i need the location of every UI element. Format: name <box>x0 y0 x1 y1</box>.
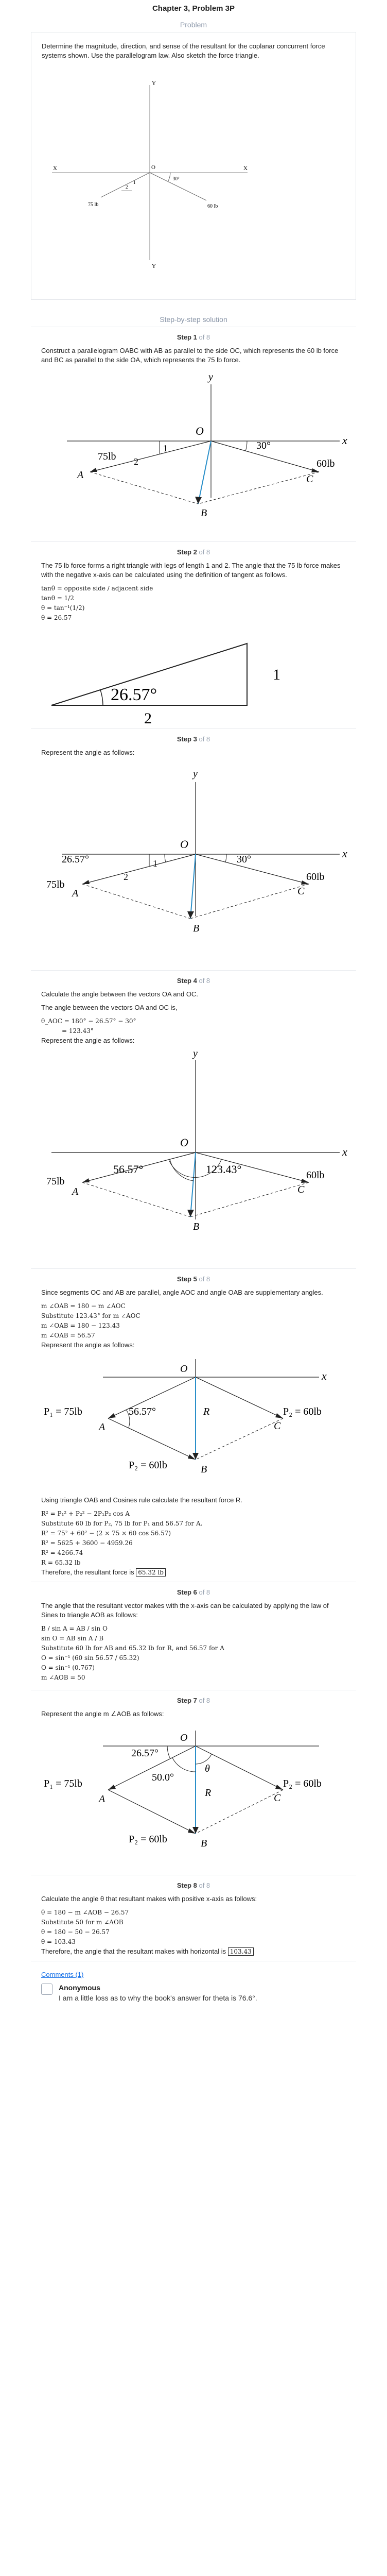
step-5-text2: Represent the angle as follows: <box>41 1341 135 1349</box>
s5-r: R <box>203 1406 210 1417</box>
step-6-eq2: sin O = AB sin A / B <box>41 1635 104 1642</box>
s4-ang2: 123.43° <box>206 1163 242 1176</box>
step-5 <box>31 1275 356 1578</box>
step-6-text: The angle that the resultant vector makes with the x-axis can be calculated by applying the law of Sines to triangle AOB as follows: <box>41 1602 329 1619</box>
s1-b: B <box>201 507 207 519</box>
step-2-title: Step 2 <box>177 548 197 556</box>
fig-force-75: 75 lb <box>88 202 99 208</box>
s7-p1: P₁ = 75lb <box>44 1778 82 1789</box>
s4-f1: 75lb <box>46 1176 65 1187</box>
step-5-eq6: Substitute 60 lb for P₂, 75 lb for P₁ and 56.57 for A. <box>41 1520 203 1527</box>
s3-f2: 60lb <box>306 871 325 883</box>
s7-b: B <box>201 1838 207 1849</box>
step-2-of: of 8 <box>199 548 210 556</box>
s7-o: O <box>180 1732 188 1743</box>
step-5-of: of 8 <box>199 1275 210 1283</box>
s4-o: O <box>180 1136 188 1149</box>
fig-y: Y <box>152 80 156 87</box>
step-8 <box>31 1882 356 1957</box>
step-5-eq1: m ∠OAB = 180 − m ∠AOC <box>41 1302 126 1310</box>
problem-card <box>31 32 356 300</box>
s4-f2: 60lb <box>306 1170 325 1181</box>
comment-text: I am a little loss as to why the book's answer for theta is 76.6°. <box>59 1994 257 2002</box>
step-2-eq3: θ = tan⁻¹(1/2) <box>41 604 85 612</box>
step-7-title: Step 7 <box>177 1697 197 1704</box>
problem-text: Determine the magnitude, direction, and sense of the resultant for the coplanar concurrent force systems shown. Use the parallelogram law. Also sketch the force triangle. <box>42 42 325 59</box>
step-5-eq7: R² = 75² + 60² − (2 × 75 × 60 cos 56.57) <box>41 1530 171 1537</box>
s5-p2b: P₂ = 60lb <box>129 1460 167 1471</box>
s5-p1: P₁ = 75lb <box>44 1406 82 1417</box>
step-5-eq2: Substitute 123.43° for m ∠AOC <box>41 1312 140 1319</box>
s3-ang2: 30° <box>237 854 251 865</box>
s4-b: B <box>193 1221 200 1232</box>
step-6-of: of 8 <box>199 1588 210 1596</box>
s3-c: C <box>297 886 305 897</box>
comment-author: Anonymous <box>59 1984 100 1992</box>
step-6-eq4: O = sin⁻¹ (60 sin 56.57 / 65.32) <box>41 1654 139 1662</box>
step-7-of: of 8 <box>199 1697 210 1704</box>
s2-angle: 26.57° <box>111 685 157 704</box>
step-8-eq1: θ = 180 − m ∠AOB − 26.57 <box>41 1909 129 1916</box>
solution-label: Step-by-step solution <box>160 315 227 324</box>
step-8-eq4: θ = 103.43 <box>41 1938 76 1945</box>
step-8-result-prefix: Therefore, the angle that the resultant makes with horizontal is <box>41 1947 226 1955</box>
step-6-eq5: O = sin⁻¹ (0.767) <box>41 1664 95 1671</box>
s3-y: y <box>193 768 198 779</box>
step-3-figure <box>41 761 356 968</box>
s3-b: B <box>193 923 200 934</box>
step-1-of: of 8 <box>199 333 210 341</box>
s4-a: A <box>72 1186 79 1197</box>
fig-x-left: X <box>53 165 57 172</box>
step-5-eq5: R² = P₁² + P₂² − 2P₁P₂ cos A <box>41 1510 130 1517</box>
step-7-text: Represent the angle m ∠AOB as follows: <box>41 1710 164 1718</box>
s3-x: x <box>342 847 347 860</box>
step-5-eq8: R² = 5625 + 3600 − 4959.26 <box>41 1539 133 1547</box>
s3-two: 2 <box>124 872 128 882</box>
step-6-eq3: Substitute 60 lb for AB and 65.32 lb for R, and 56.57 for A <box>41 1645 224 1652</box>
step-4-figure <box>41 1049 356 1266</box>
step-3-title: Step 3 <box>177 735 197 743</box>
s5-b: B <box>201 1464 207 1475</box>
step-5-figure <box>41 1354 356 1493</box>
fig-angle: 30° <box>173 176 180 181</box>
step-4-of: of 8 <box>199 977 210 985</box>
step-6-title: Step 6 <box>177 1588 197 1596</box>
step-1-title: Step 1 <box>177 333 197 341</box>
s5-a: A <box>99 1421 105 1433</box>
step-5-text: Since segments OC and AB are parallel, angle AOC and angle OAB are supplementary angles. <box>41 1289 323 1296</box>
step-5-eq4: m ∠OAB = 56.57 <box>41 1332 95 1339</box>
step-3-text: Represent the angle as follows: <box>41 749 135 756</box>
step-2-eq2: tanθ = 1/2 <box>41 595 74 602</box>
s5-x: x <box>322 1369 327 1382</box>
fig-x-right: X <box>243 165 248 172</box>
fig-origin: O <box>151 164 155 171</box>
step-4-text: Calculate the angle between the vectors OA and OC. <box>41 990 198 998</box>
s7-p2b: P₂ = 60lb <box>129 1834 167 1845</box>
s1-one: 1 <box>163 443 168 453</box>
step-8-text: Calculate the angle θ that resultant makes with positive x-axis as follows: <box>41 1895 257 1903</box>
step-8-eq2: Substitute 50 for m ∠AOB <box>41 1919 124 1926</box>
s3-one: 1 <box>153 858 157 869</box>
step-6-eq6: m ∠AOB = 50 <box>41 1674 85 1681</box>
s1-y: y <box>208 371 213 383</box>
s5-c: C <box>274 1420 281 1432</box>
step-8-eq3: θ = 180 − 50 − 26.57 <box>41 1928 110 1936</box>
s3-ang1: 26.57° <box>62 854 89 865</box>
step-8-title: Step 8 <box>177 1882 197 1889</box>
comments-link[interactable]: Comments (1) <box>41 1971 84 1978</box>
s4-ang1: 56.57° <box>113 1163 144 1176</box>
s3-o: O <box>180 838 188 851</box>
step-2-figure <box>41 623 356 726</box>
s5-o: O <box>180 1363 188 1375</box>
s3-f1: 75lb <box>46 879 65 890</box>
s7-ang2: 50.0° <box>152 1772 174 1783</box>
step-5-result: 65.32 lb <box>136 1568 166 1577</box>
step-4 <box>31 977 356 1268</box>
s5-ang: 56.57° <box>129 1406 156 1417</box>
fig-two: 2 <box>126 184 128 190</box>
fig-force-60: 60 lb <box>207 204 218 209</box>
s7-c: C <box>274 1792 281 1804</box>
step-2-eq1: tanθ = opposite side / adjacent side <box>41 585 153 592</box>
step-7-figure <box>41 1723 356 1872</box>
step-4-title: Step 4 <box>177 977 197 985</box>
step-5-eq10: R = 65.32 lb <box>41 1559 81 1566</box>
step-1-text: Construct a parallelogram OABC with AB as parallel to the side OC, which represents the 60 lb force and BC as parallel to the side OA, which represents the 75 lb force. <box>41 347 339 364</box>
s1-o: O <box>196 425 204 437</box>
s2-two: 2 <box>144 710 152 726</box>
step-2 <box>31 548 356 728</box>
s7-r: R <box>205 1787 212 1799</box>
step-6-eq1: B / sin A = AB / sin O <box>41 1625 108 1632</box>
step-1 <box>31 333 356 541</box>
s7-a: A <box>99 1793 105 1805</box>
s3-a: A <box>72 888 79 899</box>
fig-y2: Y <box>152 263 156 269</box>
step-3 <box>31 735 356 970</box>
s4-c: C <box>297 1184 305 1195</box>
step-2-text: The 75 lb force forms a right triangle with legs of length 1 and 2. The angle that the 75 lb force makes with the negative x-axis can be calculated using the definition of tangent as follows. <box>41 562 341 579</box>
step-8-result: 103.43 <box>228 1947 254 1956</box>
s1-f1: 75lb <box>98 451 116 462</box>
s1-x: x <box>342 434 347 447</box>
s4-x: x <box>342 1145 347 1158</box>
problem-label: Problem <box>180 21 207 29</box>
comment-item <box>41 1984 346 2002</box>
s1-a: A <box>77 469 84 481</box>
step-5-title: Step 5 <box>177 1275 197 1283</box>
s1-angle: 30° <box>256 440 271 451</box>
s7-theta: θ <box>205 1763 210 1774</box>
s2-one: 1 <box>273 666 280 683</box>
step-4-text2: The angle between the vectors OA and OC is, <box>41 1004 178 1011</box>
step-5-eq9: R² = 4266.74 <box>41 1549 83 1556</box>
step-5-result-prefix: Therefore, the resultant force is <box>41 1568 134 1576</box>
s5-p2: P₂ = 60lb <box>283 1406 322 1417</box>
step-6 <box>31 1588 356 1683</box>
s1-f2: 60lb <box>316 458 335 469</box>
step-4-eq2: = 123.43° <box>62 1027 94 1035</box>
step-3-of: of 8 <box>199 735 210 743</box>
avatar <box>41 1984 52 1995</box>
step-1-figure <box>41 369 356 539</box>
s1-c: C <box>306 473 313 485</box>
s7-ang1: 26.57° <box>131 1748 159 1759</box>
step-2-eq4: θ = 26.57 <box>41 614 72 621</box>
fig-one: 1 <box>133 180 136 185</box>
problem-figure <box>42 64 263 281</box>
s1-two: 2 <box>134 456 138 467</box>
s7-p2: P₂ = 60lb <box>283 1778 322 1789</box>
step-5-eq3: m ∠OAB = 180 − 123.43 <box>41 1322 120 1329</box>
page-title: Chapter 3, Problem 3P <box>152 4 235 13</box>
step-4-text3: Represent the angle as follows: <box>41 1037 135 1044</box>
step-4-eq1: θ_AOC = 180° − 26.57° − 30° <box>41 1018 136 1025</box>
s4-y: y <box>193 1049 198 1059</box>
step-5-text3: Using triangle OAB and Cosines rule calculate the resultant force R. <box>41 1496 242 1504</box>
step-8-of: of 8 <box>199 1882 210 1889</box>
step-7 <box>31 1697 356 1875</box>
